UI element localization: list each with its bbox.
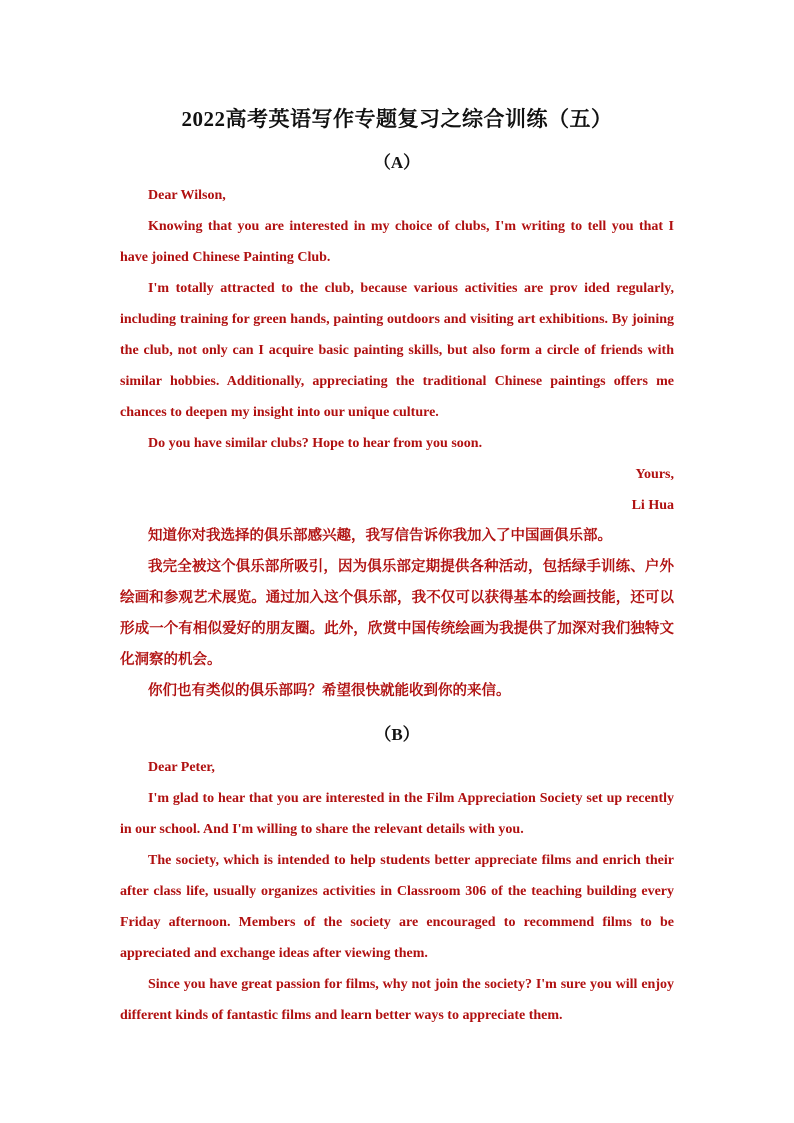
section-a-translation-1: 知道你对我选择的俱乐部感兴趣，我写信告诉你我加入了中国画俱乐部。 bbox=[148, 528, 612, 544]
section-b-label: （B） bbox=[374, 725, 420, 744]
section-a-translation-2: 我完全被这个俱乐部所吸引，因为俱乐部定期提供各种活动，包括绿手训练、户外绘画和参观艺术展览。通过加入这个俱乐部，我不仅可以获得基本的绘画技能，还可以形成一个有相似爱好的朋友圈。此外，欣赏中国传统绘画为我提供了加深对我们独特文化洞察的机会。 bbox=[120, 559, 674, 668]
section-a-letter bbox=[120, 180, 674, 707]
section-a-label: （A） bbox=[373, 153, 421, 172]
section-b-paragraph-2: The society, which is intended to help students better appreciate films and enrich their after class life, usually organizes activities in Classroom 306 of the teaching building every Friday afternoon. Members of the society are encouraged to recommend films to be appreciated and exchange ideas after viewing them. bbox=[120, 853, 674, 961]
section-b-paragraph-1: I'm glad to hear that you are interested in the Film Appreciation Society set up recently in our school. And I'm willing to share the relevant details with you. bbox=[120, 791, 674, 837]
section-b-greeting: Dear Peter, bbox=[148, 760, 215, 775]
page-title: 2022高考英语写作专题复习之综合训练（五） bbox=[181, 107, 613, 131]
section-a-paragraph-2: I'm totally attracted to the club, because various activities are prov ided regularly, including training for green hands, painting outdoors and visiting art exhibitions. By joining the club, not only can I acquire basic painting skills, but also form a circle of friends with similar hobbies. Additionally, appreciating the traditional Chinese paintings offers me chances to deepen my insight into our unique culture. bbox=[120, 281, 674, 420]
section-b-paragraph-3: Since you have great passion for films, why not join the society? I'm sure you will enjoy different kinds of fantastic films and learn better ways to appreciate them. bbox=[120, 977, 674, 1023]
section-a-paragraph-1: Knowing that you are interested in my choice of clubs, I'm writing to tell you that I have joined Chinese Painting Club. bbox=[120, 219, 674, 265]
section-a-paragraph-3: Do you have similar clubs? Hope to hear from you soon. bbox=[148, 436, 483, 451]
section-a-signature: Li Hua bbox=[631, 498, 674, 513]
section-a-closing: Yours, bbox=[635, 467, 674, 482]
section-b-letter bbox=[120, 752, 674, 1031]
section-a-greeting: Dear Wilson, bbox=[148, 188, 226, 203]
section-a-translation-3: 你们也有类似的俱乐部吗？希望很快就能收到你的来信。 bbox=[148, 683, 511, 699]
